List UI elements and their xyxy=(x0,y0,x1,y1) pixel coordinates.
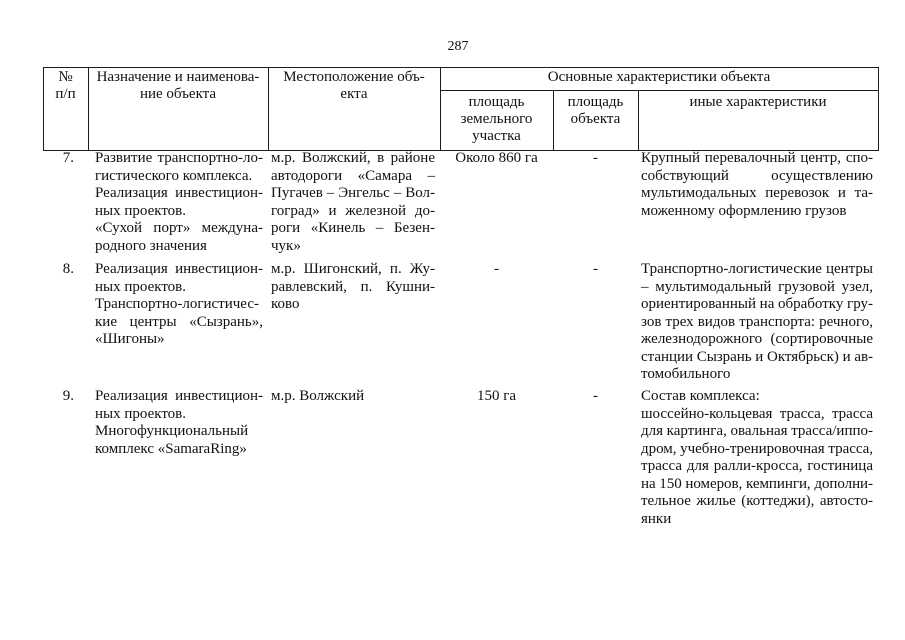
text-line: Около 860 га xyxy=(455,150,538,166)
text-line: Пугачев – Энгельс – Вол- xyxy=(271,185,435,201)
text-line: роги «Кинель – Безен- xyxy=(271,220,435,236)
text-line: - xyxy=(593,150,598,166)
header-divider-line xyxy=(440,90,879,91)
object-location-cell xyxy=(271,150,435,255)
other-characteristics-cell xyxy=(641,388,873,528)
header-number xyxy=(43,69,88,103)
cell-paragraph xyxy=(95,388,263,423)
text-line: ково xyxy=(271,296,300,312)
object-purpose-cell xyxy=(95,388,263,458)
text-line: Реализация инвестицион- xyxy=(95,185,263,201)
text-line: родного значения xyxy=(95,237,207,254)
subheader-object-area xyxy=(553,94,638,128)
land-area-cell xyxy=(440,150,553,168)
text-line: томобильного xyxy=(641,366,731,382)
header-line: п/п xyxy=(55,85,76,102)
text-line: гоград» и железной до- xyxy=(271,202,435,219)
header-line: площадь xyxy=(567,93,624,110)
text-line: - xyxy=(494,261,499,277)
row-number xyxy=(44,150,74,168)
cell-paragraph xyxy=(271,261,435,314)
text-line: Развитие транспортно-ло- xyxy=(95,150,263,166)
text-line: Крупный перевалочный центр, спо- xyxy=(641,150,873,166)
row-number xyxy=(44,261,74,279)
header-line: Основные характеристики объекта xyxy=(547,68,771,85)
header-line: Местоположение объ- xyxy=(283,68,425,85)
cell-paragraph xyxy=(95,261,263,296)
row-number xyxy=(44,388,74,406)
header-line: ние объекта xyxy=(139,85,217,102)
cell-paragraph xyxy=(271,388,435,406)
cell-paragraph xyxy=(95,150,263,185)
cell-paragraph xyxy=(95,185,263,220)
cell-paragraph xyxy=(641,261,873,384)
header-location xyxy=(268,69,440,103)
object-purpose-cell xyxy=(95,261,263,349)
cell-paragraph xyxy=(95,423,263,441)
text-line: станции Сызрань и Октябрьск) и ав- xyxy=(641,348,873,365)
header-line: участка xyxy=(472,127,521,144)
other-characteristics-cell xyxy=(641,150,873,220)
page-number: 287 xyxy=(447,39,469,54)
text-line: ных проектов. xyxy=(95,278,187,295)
subheader-other-characteristics xyxy=(638,94,878,111)
text-line: Реализация инвестицион- xyxy=(95,388,263,404)
object-location-cell xyxy=(271,388,435,406)
text-line: собствующий осуществлению xyxy=(641,167,873,184)
object-area-cell xyxy=(553,261,638,279)
cell-paragraph xyxy=(95,220,263,255)
land-area-cell xyxy=(440,261,553,279)
text-line: - xyxy=(593,261,598,277)
cell-paragraph xyxy=(641,406,873,529)
header-line: Назначение и наименова- xyxy=(96,68,260,85)
text-line: равлевский, п. Кушни- xyxy=(271,278,435,295)
text-line: м.р. Шигонский, п. Жу- xyxy=(271,261,435,277)
header-line: № xyxy=(58,68,73,85)
text-line: железнодорожного (сортировочные xyxy=(641,331,873,347)
header-line: екта xyxy=(340,85,368,102)
text-line: – мультимодальный грузовой узел, xyxy=(641,278,873,295)
object-area-cell xyxy=(553,388,638,406)
text-line: на 150 номеров, кемпинги, дополни- xyxy=(641,475,873,492)
text-line: 7. xyxy=(62,150,74,166)
text-line: м.р. Волжский, в районе xyxy=(271,150,435,166)
object-area-cell xyxy=(553,150,638,168)
text-line: для картинга, овальная трасса/иппо- xyxy=(641,423,873,439)
text-line: чук» xyxy=(271,237,301,254)
text-line: Многофункциональный xyxy=(95,423,249,439)
cell-paragraph xyxy=(641,150,873,220)
header-main-characteristics xyxy=(440,69,878,86)
header-line: площадь xyxy=(468,93,525,110)
cell-paragraph xyxy=(271,150,435,255)
text-line: трасса для ралли-кросса, гостиница xyxy=(641,458,873,474)
text-line: Транспортно-логистичес- xyxy=(95,296,259,312)
text-line: зов трех видов транспорта: речного, xyxy=(641,313,873,330)
land-area-cell xyxy=(440,388,553,406)
text-line: 9. xyxy=(62,388,74,404)
object-purpose-cell xyxy=(95,150,263,255)
header-line: земельного xyxy=(460,110,533,127)
text-line: моженному оформлению грузов xyxy=(641,202,847,219)
cell-paragraph xyxy=(641,388,873,406)
text-line: ных проектов. xyxy=(95,405,187,422)
text-line: автодороги «Самара – xyxy=(271,167,435,184)
text-line: - xyxy=(593,388,598,404)
text-line: Транспортно-логистические центры xyxy=(641,261,873,277)
text-line: 150 га xyxy=(476,388,517,404)
text-line: кие центры «Сызрань», xyxy=(95,313,263,330)
text-line: гистического комплекса. xyxy=(95,167,253,184)
text-line: 8. xyxy=(62,261,74,277)
text-line: «Сухой порт» междуна- xyxy=(95,220,263,236)
text-line: ных проектов. xyxy=(95,202,187,219)
header-line: объекта xyxy=(570,110,621,127)
text-line: Состав комплекса: xyxy=(641,388,760,404)
text-line: шоссейно-кольцевая трасса, трасса xyxy=(641,405,873,422)
text-line: ориентированный на обработку гру- xyxy=(641,296,873,312)
subheader-land-area xyxy=(440,94,553,145)
text-line: дром, учебно-тренировочная трасса, xyxy=(641,440,873,457)
text-line: м.р. Волжский xyxy=(271,388,365,404)
object-location-cell xyxy=(271,261,435,314)
header-purpose xyxy=(88,69,268,103)
cell-paragraph xyxy=(95,441,263,459)
text-line: тельное жилье (коттеджи), автосто- xyxy=(641,493,873,509)
text-line: «Шигоны» xyxy=(95,331,165,347)
cell-paragraph xyxy=(95,296,263,349)
text-line: мультимодальных перевозок и та- xyxy=(641,185,873,201)
table-border-right xyxy=(878,67,879,151)
text-line: Реализация инвестицион- xyxy=(95,261,263,277)
header-line: иные характеристики xyxy=(689,93,827,110)
text-line: комплекс «SamaraRing» xyxy=(95,440,247,457)
other-characteristics-cell xyxy=(641,261,873,384)
text-line: янки xyxy=(641,510,672,527)
